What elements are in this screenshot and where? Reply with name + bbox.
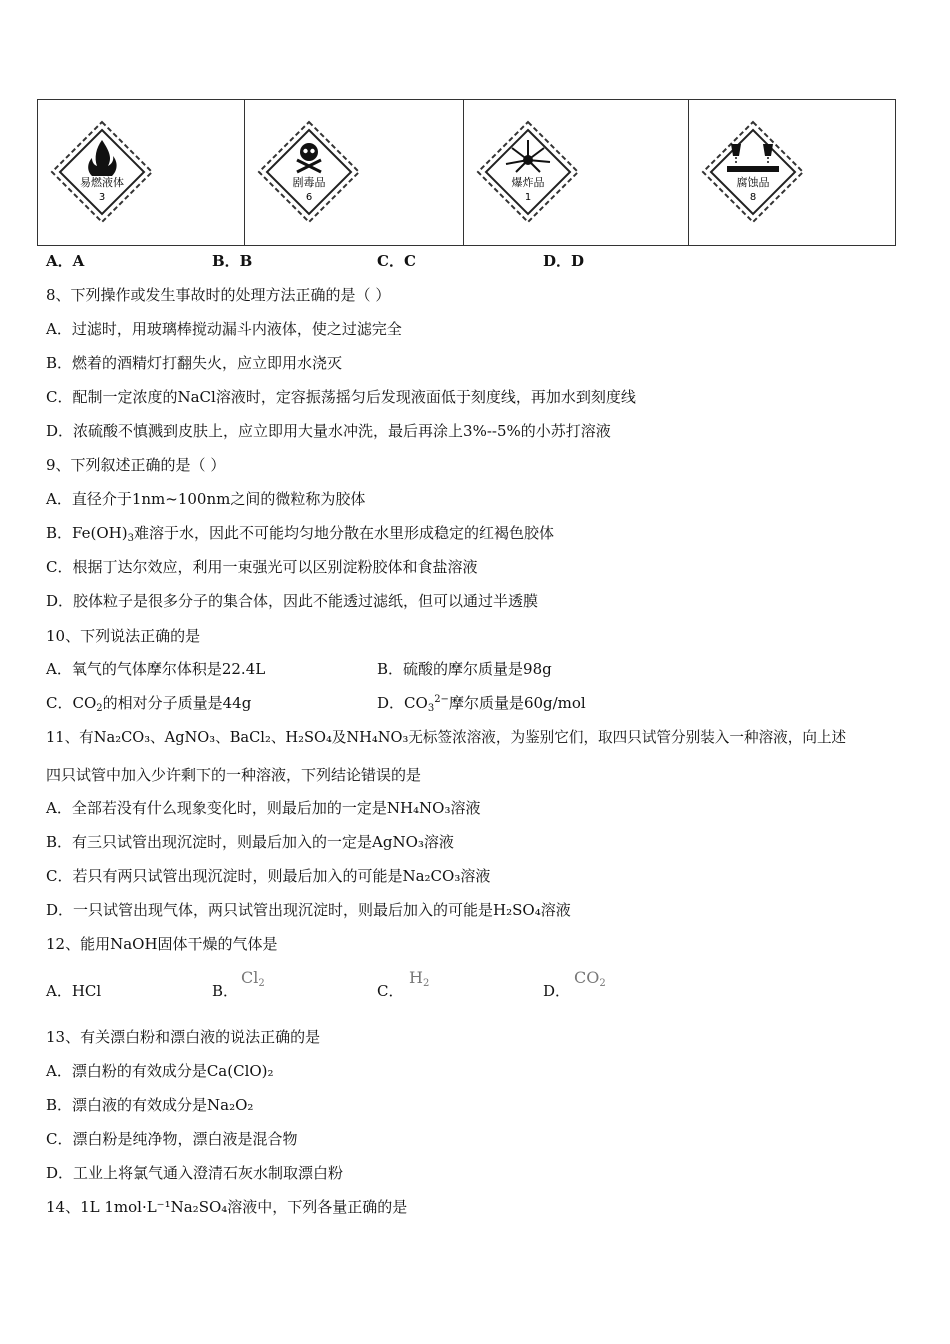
- svg-text:6: 6: [305, 192, 312, 203]
- q13-option-b: B．漂白液的有效成分是Na₂O₂: [46, 1096, 254, 1114]
- q9-option-b: B．$Fe(OH)_3$难溶于水，因此不可能均匀地分散在水里形成稳定的红褐色胶体: [46, 524, 554, 544]
- sign-cell-flammable: [38, 100, 245, 245]
- q11-option-b: B．有三只试管出现沉淀时，则最后加入的一定是AgNO₃溶液: [46, 833, 454, 851]
- sign-cell-toxic: [245, 100, 464, 245]
- q11-option-c: C．若只有两只试管出现沉淀时，则最后加入的可能是Na₂CO₃溶液: [46, 867, 491, 885]
- explosion-icon: [476, 120, 580, 224]
- q8-option-c: C．配制一定浓度的NaCl溶液时，定容振荡摇匀后发现液面低于刻度线，再加水到刻度线: [46, 388, 636, 406]
- q7-option-b: B．B: [212, 252, 253, 270]
- q12-option-c: C．: [377, 982, 404, 1000]
- flame-icon: [50, 120, 154, 224]
- q11-stem-line2: 四只试管中加入少许剩下的一种溶液，下列结论错误的是: [46, 766, 422, 784]
- q10-option-d: D．$CO_3^{2-}$摩尔质量是60g/mol: [377, 694, 586, 714]
- skull-icon: [257, 120, 361, 224]
- q8-option-d: D．浓硫酸不慎溅到皮肤上，应立即用大量水冲洗，最后再涂上3%--5%的小苏打溶液: [46, 422, 611, 440]
- q10-option-b: B．硫酸的摩尔质量是98g: [377, 660, 552, 678]
- q14-stem: 14、1L 1mol·L⁻¹Na₂SO₄溶液中，下列各量正确的是: [46, 1198, 408, 1216]
- q12-formula-c: $H_2$: [409, 968, 430, 989]
- q9-option-d: D．胶体粒子是很多分子的集合体，因此不能透过滤纸，但可以通过半透膜: [46, 592, 539, 610]
- q10-option-a: A．氧气的气体摩尔体积是22.4L: [46, 660, 266, 678]
- q7-option-a: A．A: [46, 252, 85, 270]
- svg-text:1: 1: [524, 192, 532, 203]
- svg-text:3: 3: [98, 192, 106, 203]
- svg-text:腐蚀品: 腐蚀品: [736, 176, 770, 189]
- sign-cell-explosive: [464, 100, 689, 245]
- q13-option-a: A．漂白粉的有效成分是Ca(ClO)₂: [46, 1062, 274, 1080]
- q12-formula-b: $Cl_2$: [241, 968, 265, 989]
- q9-option-a: A．直径介于1nm~100nm之间的微粒称为胶体: [46, 490, 366, 508]
- q12-option-d: D．: [543, 982, 571, 1000]
- q12-formula-d: $CO_2$: [574, 968, 606, 989]
- sign-cell-corrosive: [689, 100, 895, 245]
- q8-stem: 8、下列操作或发生事故时的处理方法正确的是（ ）: [46, 286, 391, 304]
- q13-stem: 13、有关漂白粉和漂白液的说法正确的是: [46, 1028, 321, 1046]
- q8-option-a: A．过滤时，用玻璃棒搅动漏斗内液体，使之过滤完全: [46, 320, 402, 338]
- q7-option-c: C．C: [377, 252, 416, 270]
- q9-option-c: C．根据丁达尔效应，利用一束强光可以区别淀粉胶体和食盐溶液: [46, 558, 478, 576]
- q11-option-d: D．一只试管出现气体，两只试管出现沉淀时，则最后加入的可能是H₂SO₄溶液: [46, 901, 571, 919]
- q7-option-d: D．D: [543, 252, 585, 270]
- q13-option-d: D．工业上将氯气通入澄清石灰水制取漂白粉: [46, 1164, 344, 1182]
- q12-stem: 12、能用NaOH固体干燥的气体是: [46, 935, 278, 953]
- hazard-sign-table: [37, 99, 896, 246]
- svg-text:易燃液体: 易燃液体: [80, 176, 124, 189]
- q12-option-b: B．: [212, 982, 239, 1000]
- svg-text:爆炸品: 爆炸品: [511, 176, 545, 189]
- q11-option-a: A．全部若没有什么现象变化时，则最后加的一定是NH₄NO₃溶液: [46, 799, 481, 817]
- q10-stem: 10、下列说法正确的是: [46, 627, 201, 645]
- q8-option-b: B．燃着的酒精灯打翻失火，应立即用水浇灭: [46, 354, 343, 372]
- q13-option-c: C．漂白粉是纯净物，漂白液是混合物: [46, 1130, 298, 1148]
- svg-text:8: 8: [750, 192, 757, 203]
- q9-stem: 9、下列叙述正确的是（ ）: [46, 456, 226, 474]
- q10-option-c: C．$CO_2$的相对分子质量是44g: [46, 694, 252, 714]
- corrosive-icon: [701, 120, 805, 224]
- q11-stem-line1: 11、有Na₂CO₃、AgNO₃、BaCl₂、H₂SO₄及NH₄NO₃无标签浓溶液，为鉴别它们，取四只试管分别装入一种溶液，向上述: [46, 729, 847, 746]
- q12-option-a: A．HCl: [46, 982, 102, 1000]
- svg-text:剧毒品: 剧毒品: [292, 176, 326, 189]
